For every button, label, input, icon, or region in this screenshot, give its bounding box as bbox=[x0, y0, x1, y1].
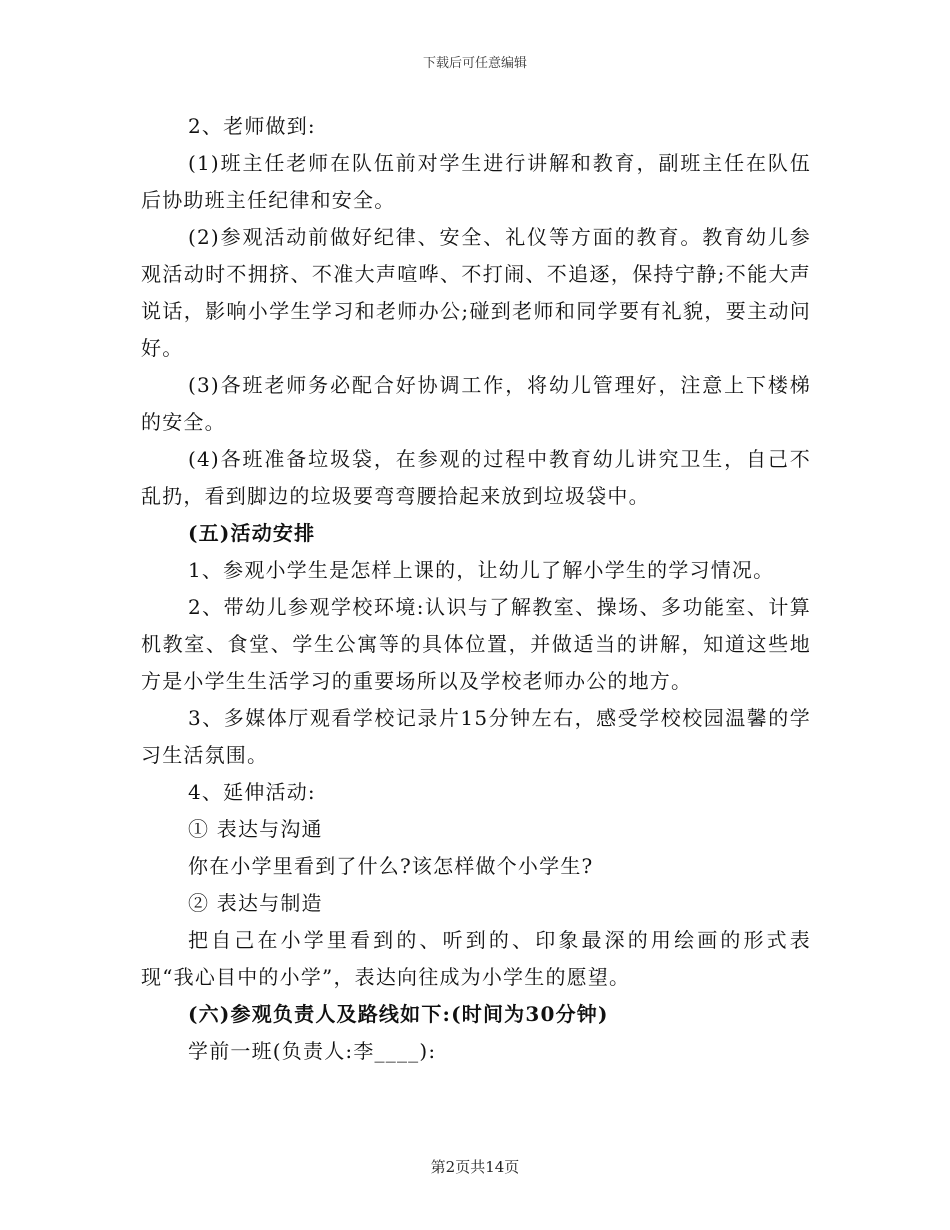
page-footer: 第2页共14页 bbox=[430, 1158, 520, 1176]
paragraph-item-1: (1)班主任老师在队伍前对学生进行讲解和教育，副班主任在队伍后协助班主任纪律和安全。 bbox=[141, 151, 811, 212]
section-heading-visit-leaders: (六)参观负责人及路线如下:(时间为30分钟) bbox=[188, 1002, 609, 1026]
paragraph-schedule-4: 4、延伸活动: bbox=[188, 780, 316, 804]
document-body bbox=[141, 108, 811, 1070]
paragraph-item-2: (2)参观活动前做好纪律、安全、礼仪等方面的教育。教育幼儿参观活动时不拥挤、不准大声喧哗、不打闹、不追逐，保持宁静;不能大声说话，影响小学生学习和老师办公;碰到老师和同学要有礼貌，要主动问好。 bbox=[141, 225, 811, 360]
paragraph-teacher-duties: 2、老师做到: bbox=[188, 114, 316, 138]
page-header: 下载后可任意编辑 bbox=[422, 56, 527, 71]
paragraph-item-4: (4)各班准备垃圾袋，在参观的过程中教育幼儿讲究卫生，自己不乱扔，看到脚边的垃圾要弯弯腰拾起来放到垃圾袋中。 bbox=[141, 447, 811, 508]
paragraph-class-one: 学前一班(负责人:李____): bbox=[188, 1039, 437, 1063]
paragraph-item-3: (3)各班老师务必配合好协调工作，将幼儿管理好，注意上下楼梯的安全。 bbox=[141, 373, 811, 434]
paragraph-schedule-1: 1、参观小学生是怎样上课的，让幼儿了解小学生的学习情况。 bbox=[188, 558, 775, 582]
paragraph-schedule-2: 2、带幼儿参观学校环境:认识与了解教室、操场、多功能室、计算机教室、食堂、学生公寓等的具体位置，并做适当的讲解，知道这些地方是小学生生活学习的重要场所以及学校老师办公的地方。 bbox=[141, 595, 811, 693]
paragraph-sub-2-detail: 把自己在小学里看到的、听到的、印象最深的用绘画的形式表现“我心目中的小学”，表达向往成为小学生的愿望。 bbox=[141, 928, 811, 989]
paragraph-sub-1-question: 你在小学里看到了什么?该怎样做个小学生? bbox=[188, 854, 594, 878]
paragraph-sub-1: ① 表达与沟通 bbox=[188, 817, 323, 841]
paragraph-sub-2: ② 表达与制造 bbox=[188, 891, 323, 915]
section-heading-activity-schedule: (五)活动安排 bbox=[188, 521, 316, 545]
paragraph-schedule-3: 3、多媒体厅观看学校记录片15分钟左右，感受学校校园温馨的学习生活氛围。 bbox=[141, 706, 811, 767]
